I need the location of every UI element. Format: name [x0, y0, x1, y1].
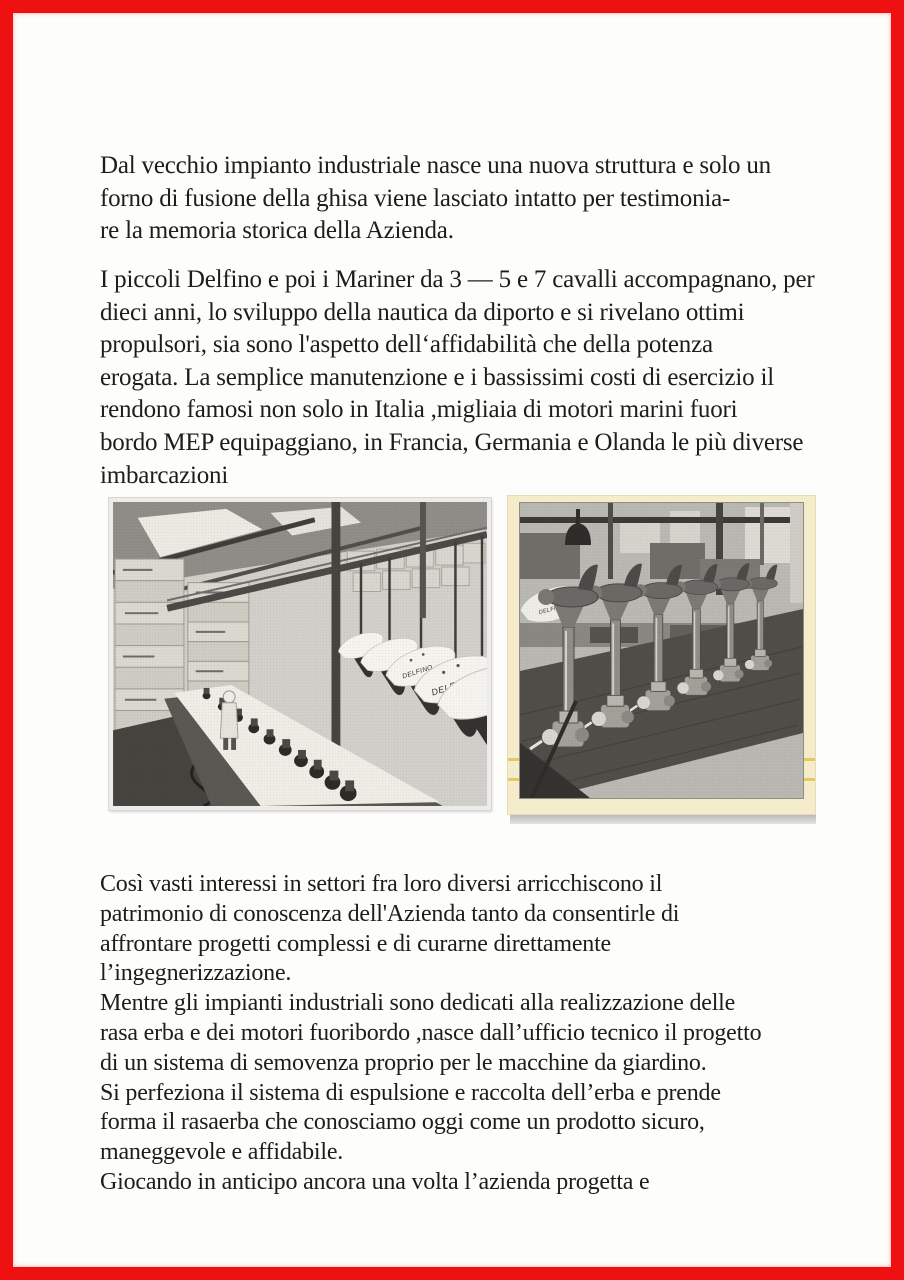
- text-line: I piccoli Delfino e poi i Mariner da 3 — 5 e 7 cavalli accompagnano, per: [100, 266, 815, 293]
- photo-shadow: [510, 815, 816, 824]
- text-line: affrontare progetti complessi e di curarne direttamente: [100, 930, 612, 957]
- text-line: propulsori, sia sono l'aspetto dell‘affidabilità che della potenza: [100, 331, 713, 359]
- text-line: di un sistema di semovenza proprio per le macchine da giardino.: [100, 1049, 707, 1076]
- paragraph-1: [100, 150, 860, 248]
- text-line: l’ingegnerizzazione.: [100, 960, 292, 987]
- assembly-line-illustration: [113, 502, 487, 806]
- text-line: dieci anni, lo sviluppo della nautica da diporto e si rivelano ottimi: [100, 298, 745, 326]
- text-line: maneggevole e affidabile.: [100, 1139, 344, 1166]
- text-line: forma il rasaerba che conosciamo oggi come un prodotto sicuro,: [100, 1109, 705, 1136]
- text-line: forno di fusione della ghisa viene lasciato intatto per testimonia-: [100, 184, 731, 212]
- paragraph-3: [100, 870, 870, 1198]
- photo-motor-units: [520, 503, 803, 798]
- text-line: erogata. La semplice manutenzione e i bassissimi costi di esercizio il: [100, 363, 774, 391]
- text-line: Mentre gli impianti industriali sono dedicati alla realizzazione delle: [100, 990, 736, 1017]
- text-line: rendono famosi non solo in Italia ,migliaia di motori marini fuori: [100, 396, 738, 424]
- photo-assembly-line: [109, 498, 491, 810]
- motor-units-illustration: [520, 503, 803, 798]
- text-line: Giocando in anticipo ancora una volta l’azienda progetta e: [100, 1168, 650, 1195]
- text-line: patrimonio di conoscenza dell'Azienda tanto da consentirle di: [100, 900, 680, 927]
- text-line: imbarcazioni: [100, 461, 229, 489]
- text-line: bordo MEP equipaggiano, in Francia, Germania e Olanda le più diverse: [100, 428, 804, 456]
- text-line: Si perfeziona il sistema di espulsione e raccolta dell’erba e prende: [100, 1079, 721, 1106]
- photo-mat: [508, 496, 815, 814]
- text-line: Dal vecchio impianto industriale nasce una nuova struttura e solo un: [100, 152, 771, 179]
- text-line: rasa erba e dei motori fuoribordo ,nasce dall’ufficio tecnico il progetto: [100, 1019, 762, 1046]
- text-line: re la memoria storica della Azienda.: [100, 217, 454, 245]
- text-line: Così vasti interessi in settori fra loro diversi arricchiscono il: [100, 871, 663, 897]
- paragraph-2: [100, 264, 870, 492]
